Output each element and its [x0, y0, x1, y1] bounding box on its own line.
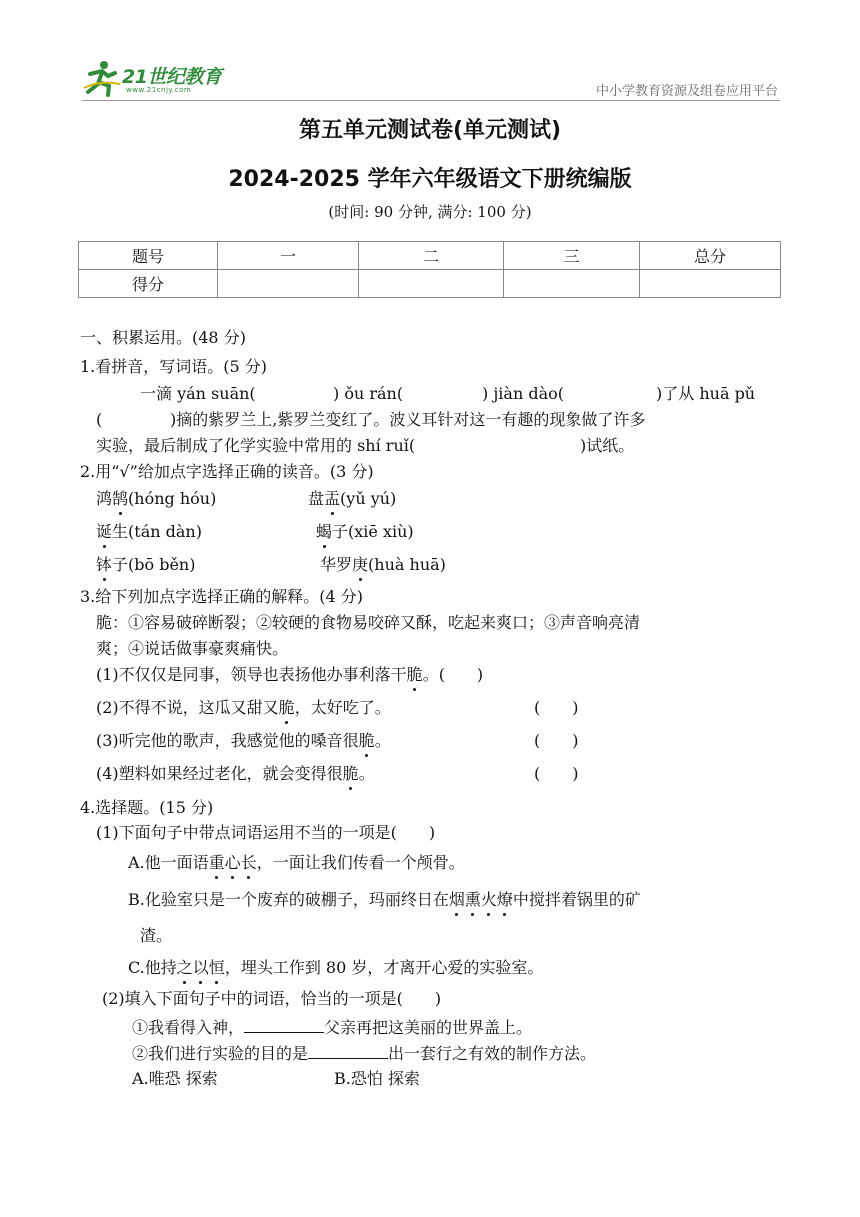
q3-text: (4)塑料如果经过老化，就会变得很 — [96, 764, 343, 783]
q3-text: (1)不仅仅是同事，领导也表扬他办事利落干 — [96, 665, 407, 684]
q2-char: 鸿 — [96, 489, 113, 508]
score-table — [78, 241, 781, 298]
q2-pinyin[interactable]: 生(tán dàn) — [112, 522, 202, 541]
question-2-title: 2.用“√”给加点字选择正确的读音。(3 分) — [80, 462, 374, 481]
q2-char: 华罗 — [320, 555, 353, 574]
fill-blank[interactable] — [308, 1042, 388, 1059]
q4-dotted-char: 烟 — [448, 890, 465, 909]
q4-text: 出一套行之有效的制作方法。 — [388, 1044, 597, 1063]
score-row-label: 得分 — [79, 270, 218, 298]
score-table-score-row — [79, 270, 781, 298]
runner-icon — [82, 58, 122, 98]
q4-choice-a[interactable]: A.唯恐 探索 — [132, 1069, 218, 1088]
q4-dotted-char: 长 — [240, 853, 257, 872]
q4-option-c[interactable] — [128, 957, 543, 979]
q4-part-2-prompt: (2)填入下面句子中的词语，恰当的一项是( ) — [102, 989, 442, 1008]
exam-time-info: (时间: 90 分钟, 满分: 100 分) — [328, 203, 532, 221]
score-cell[interactable] — [504, 270, 640, 298]
q2-dotted-char: 诞 — [96, 522, 113, 541]
q3-text: (3)听完他的歌声，我感觉他的嗓音很 — [96, 731, 359, 750]
q3-dotted-char: 脆 — [406, 665, 423, 684]
q3-dotted-char: 脆 — [278, 698, 295, 717]
section-heading: 一、积累运用。(48 分) — [80, 328, 246, 347]
q2-dotted-char: 盂 — [324, 489, 341, 508]
q4-dotted-char: 恒 — [208, 958, 225, 977]
score-header-cell: 三 — [504, 242, 640, 270]
q4-part-1-prompt: (1)下面句子中带点词语运用不当的一项是( ) — [96, 823, 436, 842]
score-header-cell: 一 — [218, 242, 359, 270]
exam-title: 第五单元测试卷(单元测试) — [298, 118, 562, 143]
q2-item-3 — [96, 521, 202, 543]
q3-dotted-char: 脆 — [358, 731, 375, 750]
q2-char: 盘 — [308, 489, 325, 508]
q4-text: ②我们进行实验的目的是 — [132, 1044, 309, 1063]
q2-item-1 — [96, 488, 216, 510]
logo-url: www.21cnjy.com — [126, 86, 192, 94]
q2-pinyin[interactable]: (yǔ yú) — [340, 489, 397, 508]
q4-text: ，一面让我们传看一个颅骨。 — [256, 853, 465, 872]
question-4-title: 4.选择题。(15 分) — [80, 798, 214, 817]
q4-text: 中搅拌着锅里的矿 — [512, 890, 641, 909]
q4-text: ，埋头工作到 80 岁，才离开心爱的实验室。 — [224, 958, 544, 977]
exam-subtitle: 2024-2025 学年六年级语文下册统编版 — [228, 167, 632, 192]
q3-dotted-char: 脆 — [342, 764, 359, 783]
question-1-title: 1.看拼音，写词语。(5 分) — [80, 357, 268, 376]
q1-line-1a: 一滴 yán suān( — [140, 384, 256, 403]
q2-pinyin[interactable]: (hóng hóu) — [128, 489, 217, 508]
q4-option-b-cont: 渣。 — [140, 926, 173, 945]
q2-item-6 — [320, 554, 446, 576]
q4-fill-2 — [132, 1042, 596, 1065]
q4-choice-b[interactable]: B.恐怕 探索 — [334, 1069, 420, 1088]
q1-line-3b: )试纸。 — [580, 436, 635, 455]
score-table-header-row — [79, 242, 781, 270]
q3-answer-paren[interactable]: ( ) — [534, 731, 579, 750]
q4-option-a[interactable] — [128, 852, 465, 874]
q4-text: A.他一面语 — [128, 853, 209, 872]
q4-dotted-char: 之 — [176, 958, 193, 977]
q4-text: C.他持 — [128, 958, 177, 977]
q4-dotted-char: 熏 — [464, 890, 481, 909]
score-header-cell: 二 — [359, 242, 504, 270]
q4-dotted-char: 心 — [224, 853, 241, 872]
q4-dotted-char: 以 — [192, 958, 209, 977]
q2-item-5 — [96, 554, 195, 576]
q2-dotted-char: 鹄 — [112, 489, 129, 508]
q3-answer-paren[interactable]: ( ) — [534, 764, 579, 783]
q2-pinyin[interactable]: 子(bō běn) — [112, 555, 196, 574]
q3-text: 。 — [358, 764, 375, 783]
logo-text: 21世纪教育 — [122, 66, 222, 88]
logo — [82, 58, 242, 98]
q4-text: ①我看得入神， — [132, 1018, 245, 1037]
q3-sentence-2 — [96, 697, 391, 719]
q1-line-2a: ( — [96, 410, 103, 429]
q4-text: 父亲再把这美丽的世界盖上。 — [324, 1018, 533, 1037]
q3-definition-1: 脆：①容易破碎断裂；②较硬的食物易咬碎又酥，吃起来爽口；③声音响亮清 — [96, 613, 641, 632]
header-divider — [82, 100, 780, 101]
q3-sentence-4 — [96, 763, 375, 785]
question-3-title: 3.给下列加点字选择正确的解释。(4 分) — [80, 587, 364, 606]
q3-text: (2)不得不说，这瓜又甜又 — [96, 698, 279, 717]
q3-answer-paren[interactable]: ( ) — [534, 698, 579, 717]
q2-dotted-char: 庚 — [352, 555, 369, 574]
q3-sentence-3 — [96, 730, 391, 752]
q3-answer-paren[interactable]: 。( ) — [422, 665, 484, 684]
q4-dotted-char: 燎 — [496, 890, 513, 909]
q4-option-b[interactable] — [128, 889, 641, 911]
q4-text: B.化验室只是一个废弃的破棚子，玛丽终日在 — [128, 890, 449, 909]
q2-item-2 — [308, 488, 396, 510]
q1-line-1d: )了从 huā pǔ — [656, 384, 756, 403]
q2-dotted-char: 钵 — [96, 555, 113, 574]
q4-fill-1 — [132, 1016, 532, 1039]
q3-text: ，太好吃了。 — [294, 698, 391, 717]
score-cell[interactable] — [359, 270, 504, 298]
q2-pinyin[interactable]: 子(xiē xiù) — [332, 522, 414, 541]
fill-blank[interactable] — [244, 1016, 324, 1033]
q2-dotted-char: 蝎 — [316, 522, 333, 541]
q1-line-1c: ) jiàn dào( — [482, 384, 564, 403]
q3-sentence-1 — [96, 664, 483, 686]
q1-line-3: 实验，最后制成了化学实验中常用的 shí ruǐ( — [96, 436, 416, 455]
q3-definition-2: 爽；④说话做事豪爽痛快。 — [96, 639, 289, 658]
q3-text: 。 — [374, 731, 391, 750]
score-header-cell: 题号 — [79, 242, 218, 270]
q2-item-4 — [316, 521, 414, 543]
score-cell[interactable] — [640, 270, 781, 298]
q1-line-2b: )摘的紫罗兰上,紫罗兰变红了。波义耳针对这一有趣的现象做了许多 — [170, 410, 646, 429]
score-cell[interactable] — [218, 270, 359, 298]
score-header-cell: 总分 — [640, 242, 781, 270]
platform-name: 中小学教育资源及组卷应用平台 — [595, 84, 778, 99]
q2-pinyin[interactable]: (huà huā) — [368, 555, 446, 574]
q4-dotted-char: 火 — [480, 890, 497, 909]
q1-line-1b: ) ǒu rán( — [333, 384, 404, 403]
q4-dotted-char: 重 — [208, 853, 225, 872]
